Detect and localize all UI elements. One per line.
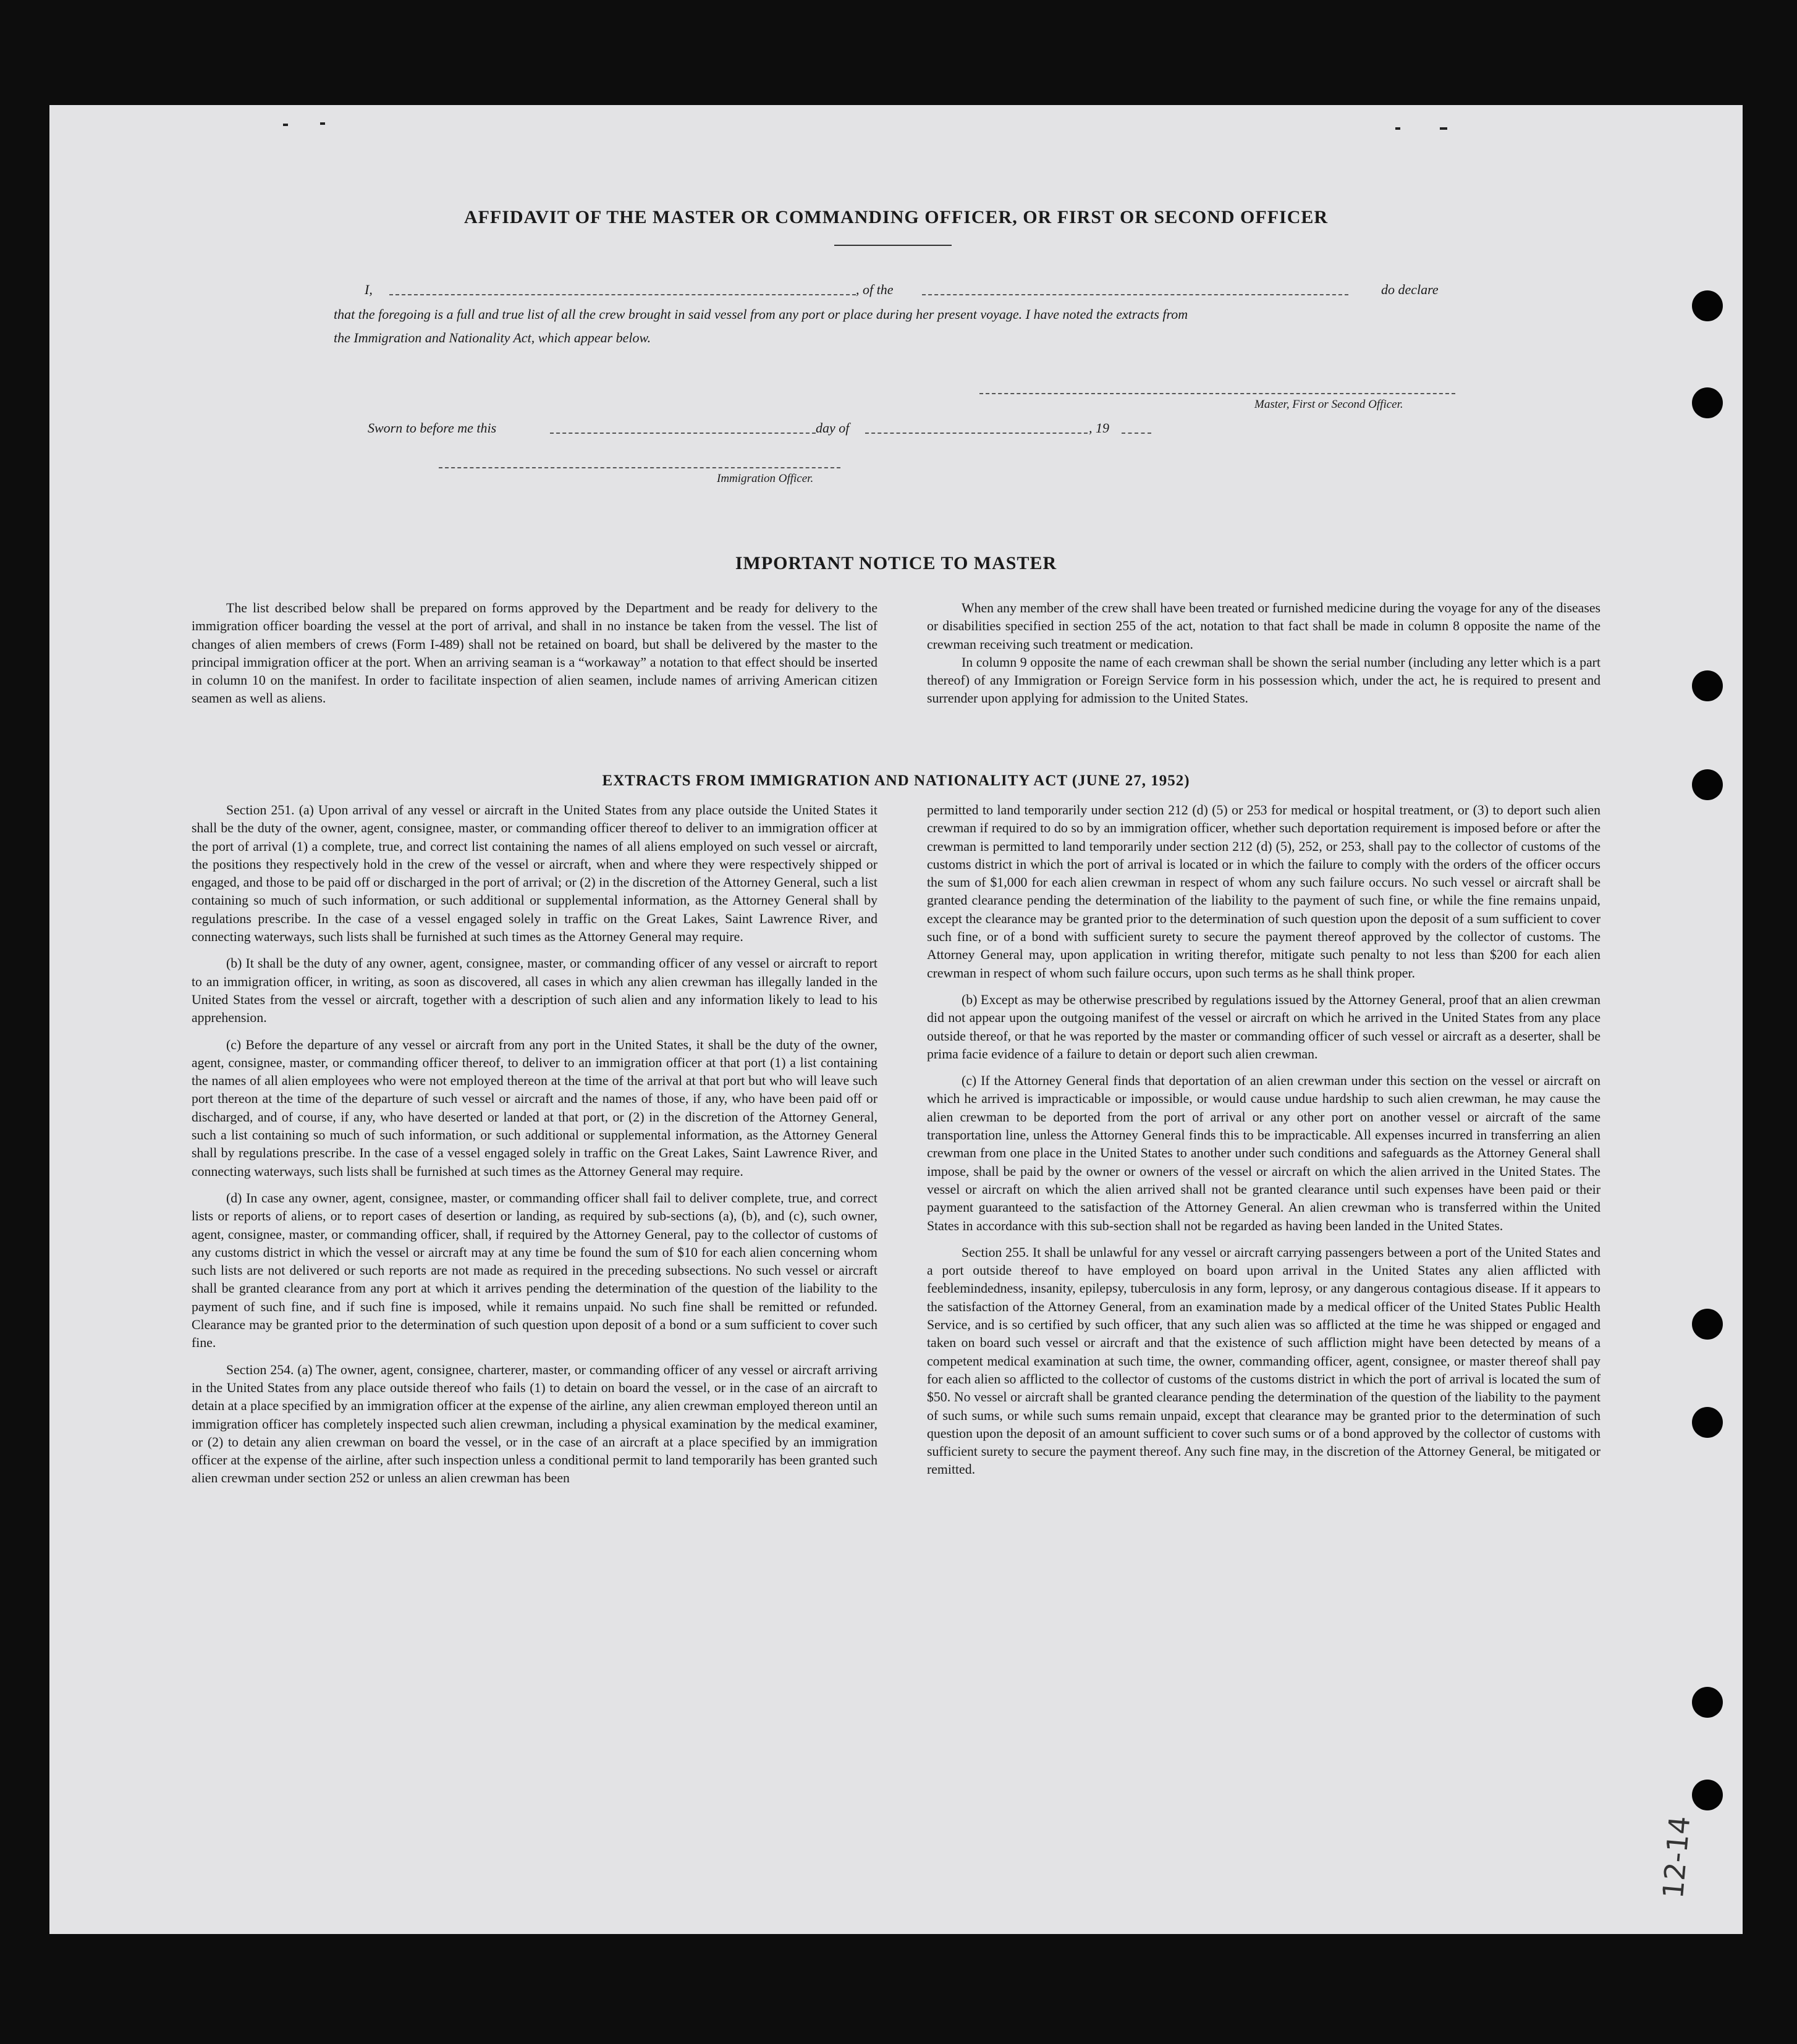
- notice-left-paragraph: The list described below shall be prepared on forms approved by the Department and be ready for delivery to the immigration officer boarding the vessel at the port of arrival, and shall in no instance be taken from the vessel. The list of changes of alien members of crews (Form I-489) shall not be retained on board, but shall be delivered by the master to the principal immigration officer at the port. When an arriving seaman is a “workaway” a notation to that effect should be inserted in column 10 on the manifest. In order to facilitate inspection of alien seamen, include names of arriving American citizen seamen as well as aliens.: [192, 601, 877, 706]
- section-254-a-cont: permitted to land temporarily under section 212 (d) (5) or 253 for medical or hospital treatment, or (3) to deport such alien crewman if required to do so by an immigration officer, whether such deportation requirement is imposed before or after the crewman is permitted to land temporarily under section 212 (d) (5), 252, or 253, shall pay to the collector of customs of the customs district in which the port of arrival is located or in which the failure to comply with the orders of the officer occurs the sum of $1,000 for each alien crewman in respect of whom any such failure occurs. No such vessel or aircraft shall be granted clearance pending the determination of the liability to the payment of such fine, or while the fine remains unpaid, except the clearance may be granted prior to the determination of such question upon the deposit of a sum sufficient to cover such fine, or of a bond with sufficient surety to secure the payment thereof approved by the collector of customs. The Attorney General may, upon application in writing therefor, mitigate such penalty to not less than $200 for each alien crewman in respect of whom such failure occurs, upon such terms as he shall think proper.: [927, 803, 1600, 981]
- do-declare-label: do declare: [1381, 282, 1439, 297]
- punch-hole: [1692, 1407, 1723, 1438]
- punch-hole: [1692, 670, 1723, 701]
- officer-signature-blank[interactable]: [439, 467, 840, 468]
- section-255: Section 255. It shall be unlawful for any vessel or aircraft carrying passengers between a port of the United States and a port outside thereof to have employed on board upon arrival in the United States any alien afflicted with feeblemindedness, insanity, epilepsy, tuberculosis in any form, leprosy, or any dangerous contagious disease. If it appears to the satisfaction of the Attorney General, from an examination made by a medical officer of the United States Public Health Service, and is so certified by such officer, that any such alien was so afflicted at the time he was shipped or engaged and taken on board such vessel or aircraft and that the existence of such affliction might have been detected by means of a competent medical examination at such time, the owner, commanding officer, agent, consignee, or master thereof shall pay for each alien so afflicted to the collector of customs of the customs district in which the port of arrival is located the sum of $50. No vessel or aircraft shall be granted clearance pending the determination of the question of the liability to the payment of such sums, or while such sums remain unpaid, except that clearance may be granted prior to the determination of such question upon the deposit of an amount sufficient to cover such sums or of a bond approved by the collector of customs with sufficient surety to secure the payment thereof. Any such fine may, in the discretion of the Attorney General, be mitigated or remitted.: [927, 1244, 1600, 1477]
- month-blank[interactable]: [865, 433, 1088, 434]
- notice-title: IMPORTANT NOTICE TO MASTER: [735, 553, 1057, 573]
- section-254-b: (b) Except as may be otherwise prescribed by regulations issued by the Attorney General, proof that an alien crewman did not appear upon the outgoing manifest of the vessel or aircraft on which he arrived in the United States from any place outside thereof, or that he was reported by the master or commanding officer of such vessel or aircraft as a deserter, shall be prima facie evidence of a failure to detain or deport such alien crewman.: [927, 992, 1600, 1062]
- notice-right-paragraph: When any member of the crew shall have been treated or furnished medicine during the voyage for any of the diseases or disabilities specified in section 255 of the act, notation to that fact shall be made in column 8 opposite the name of the crewman receiving such treatment or medication.: [927, 601, 1600, 652]
- extracts-title: EXTRACTS FROM IMMIGRATION AND NATIONALITY ACT (JUNE 27, 1952): [602, 772, 1190, 789]
- punch-hole: [1692, 1309, 1723, 1340]
- title-underline: [834, 245, 952, 246]
- notice-right-column: [927, 599, 1600, 708]
- name-blank[interactable]: [389, 294, 856, 295]
- handwritten-note: 12-14: [1656, 1814, 1697, 1900]
- scan-speck: [1395, 127, 1400, 130]
- section-254-c: (c) If the Attorney General finds that deportation of an alien crewman under this section on the vessel or aircraft on which he arrived is impracticable or impossible, or would cause undue hardship to such alien crewman, he may cause the alien crewman to be deported from the port of arrival or any other port on another vessel or aircraft of the same transportation line, unless the Attorney General finds this to be impracticable. All expenses incurred in transferring an alien crewman from one place in the United States to another under such conditions and safeguards as the Attorney General shall impose, shall be paid by the owner or owners of the vessel or aircraft on which the alien arrived in the United States. The vessel or aircraft on which the alien arrived shall not be granted clearance until such expenses have been paid or their payment guaranteed to the satisfaction of the Attorney General. An alien crewman who is transferred within the United States in accordance with this sub-section shall not be regarded as having been landed in the United States.: [927, 1073, 1600, 1233]
- sworn-label: Sworn to before me this: [368, 420, 497, 436]
- scan-speck: [320, 122, 325, 125]
- notice-left-column: [192, 599, 877, 708]
- punch-hole: [1692, 1687, 1723, 1718]
- extracts-right-column: [927, 801, 1600, 1488]
- scan-speck: [283, 124, 288, 126]
- affidavit-statement-cont: the Immigration and Nationality Act, which appear below.: [334, 330, 651, 345]
- i-label: I,: [365, 282, 373, 297]
- punch-hole: [1692, 387, 1723, 418]
- section-251-b: (b) It shall be the duty of any owner, agent, consignee, master, or commanding officer of any vessel or aircraft to report to an immigration officer, in writing, as soon as discovered, all cases in which any alien crewman has illegally landed in the United States from the vessel or aircraft, together with a description of such alien and any information likely to lead to his apprehension.: [192, 956, 877, 1026]
- section-251-c: (c) Before the departure of any vessel or aircraft from any port in the United States, it shall be the duty of the owner, agent, consignee, master, or commanding officer thereof, to deliver to an immigration officer at that port (1) a list containing the names of all alien employees who were not employed thereon at the time of the arrival at that port but who will leave such port thereon at the time of the departure of such vessel or aircraft and the names of those, if any, who have been paid off or discharged, and of course, if any, who have deserted or landed at that port, or (2) in the discretion of the Attorney General, such a list containing so much of such information, or such additional or supplemental information, as the Attorney General shall by regulations prescribe. In the case of a vessel engaged solely in traffic on the Great Lakes, Saint Lawrence River, and connecting waterways, such lists shall be furnished at such times as the Attorney General may require.: [192, 1037, 877, 1179]
- affidavit-statement: that the foregoing is a full and true list of all the crew brought in said vessel from any port or place during her present voyage. I have noted the extracts from: [334, 306, 1188, 322]
- signature-blank[interactable]: [979, 393, 1455, 394]
- scan-speck: [1440, 127, 1447, 130]
- section-251-d: (d) In case any owner, agent, consignee, master, or commanding officer shall fail to deliver complete, true, and correct lists or reports of aliens, or to report cases of desertion or landing, as required by sub-sections (a), (b), and (c), such owner, agent, consignee, master, or commanding officer, shall, if required by the Attorney General, pay to the collector of customs of any customs district in which the vessel or aircraft may at any time be found the sum of $10 for each alien concerning whom such lists are not delivered or such reports are not made as required in the preceding subsections. No such vessel or aircraft shall be granted clearance from any port at which it arrives pending the determination of the question of the liability to the payment of such fine, and if such fine is imposed, while it remains unpaid. No such fine shall be remitted or refunded. Clearance may be granted prior to the determination of such question upon deposit of a bond or a sum sufficient to cover such fine.: [192, 1190, 877, 1351]
- day-of-label: day of: [816, 420, 850, 436]
- vessel-blank[interactable]: [922, 294, 1348, 295]
- of-the-label: , of the: [856, 282, 894, 297]
- year-label: , 19: [1089, 420, 1109, 436]
- punch-hole: [1692, 769, 1723, 800]
- extracts-left-column: [192, 801, 877, 1497]
- notice-right-paragraph: In column 9 opposite the name of each crewman shall be shown the serial number (including any letter which is a part thereof) of any Immigration or Foreign Service form in his possession which, under the act, he is required to present and surrender upon applying for admission to the United States.: [927, 654, 1600, 706]
- signature-label: Master, First or Second Officer.: [1254, 398, 1403, 411]
- section-254-a: Section 254. (a) The owner, agent, consignee, charterer, master, or commanding officer of any vessel or aircraft arriving in the United States from any place outside thereof who fails (1) to detain on board the vessel, or in the case of an aircraft to detain at a place specified by an immigration officer at the expense of the airline, any alien crewman employed thereon until an immigration officer has completely inspected such alien crewman, including a physical examination by the medical examiner, or (2) to detain any alien crewman on board the vessel, or in the case of an aircraft at a place specified by an immigration officer at the expense of the airline, after such inspection unless a conditional permit to land temporarily has been granted such alien crewman under section 252 or unless an alien crewman has been: [192, 1362, 877, 1486]
- day-blank[interactable]: [550, 433, 816, 434]
- affidavit-title: AFFIDAVIT OF THE MASTER OR COMMANDING OFFICER, OR FIRST OR SECOND OFFICER: [463, 207, 1329, 227]
- punch-hole: [1692, 1780, 1723, 1810]
- officer-label: Immigration Officer.: [717, 472, 814, 485]
- document-page: [49, 105, 1743, 1934]
- year-blank[interactable]: [1122, 433, 1151, 434]
- section-251-a: Section 251. (a) Upon arrival of any vessel or aircraft in the United States from any place outside the United States it shall be the duty of the owner, agent, consignee, master, or commanding officer thereof to deliver to an immigration officer at the port of arrival (1) a complete, true, and correct list containing the names of all aliens employed on such vessel or aircraft, the positions they respectively hold in the crew of the vessel or aircraft, when and where they were respectively shipped or engaged, and those to be paid off or discharged in the port of arrival; or (2) in the discretion of the Attorney General, such a list containing so much of such information, or such additional or supplemental information, as the Attorney General shall by regulations prescribe. In the case of a vessel engaged solely in traffic on the Great Lakes, Saint Lawrence River, and connecting waterways, such lists shall be furnished at such times as the Attorney General may require.: [192, 803, 877, 945]
- punch-hole: [1692, 290, 1723, 321]
